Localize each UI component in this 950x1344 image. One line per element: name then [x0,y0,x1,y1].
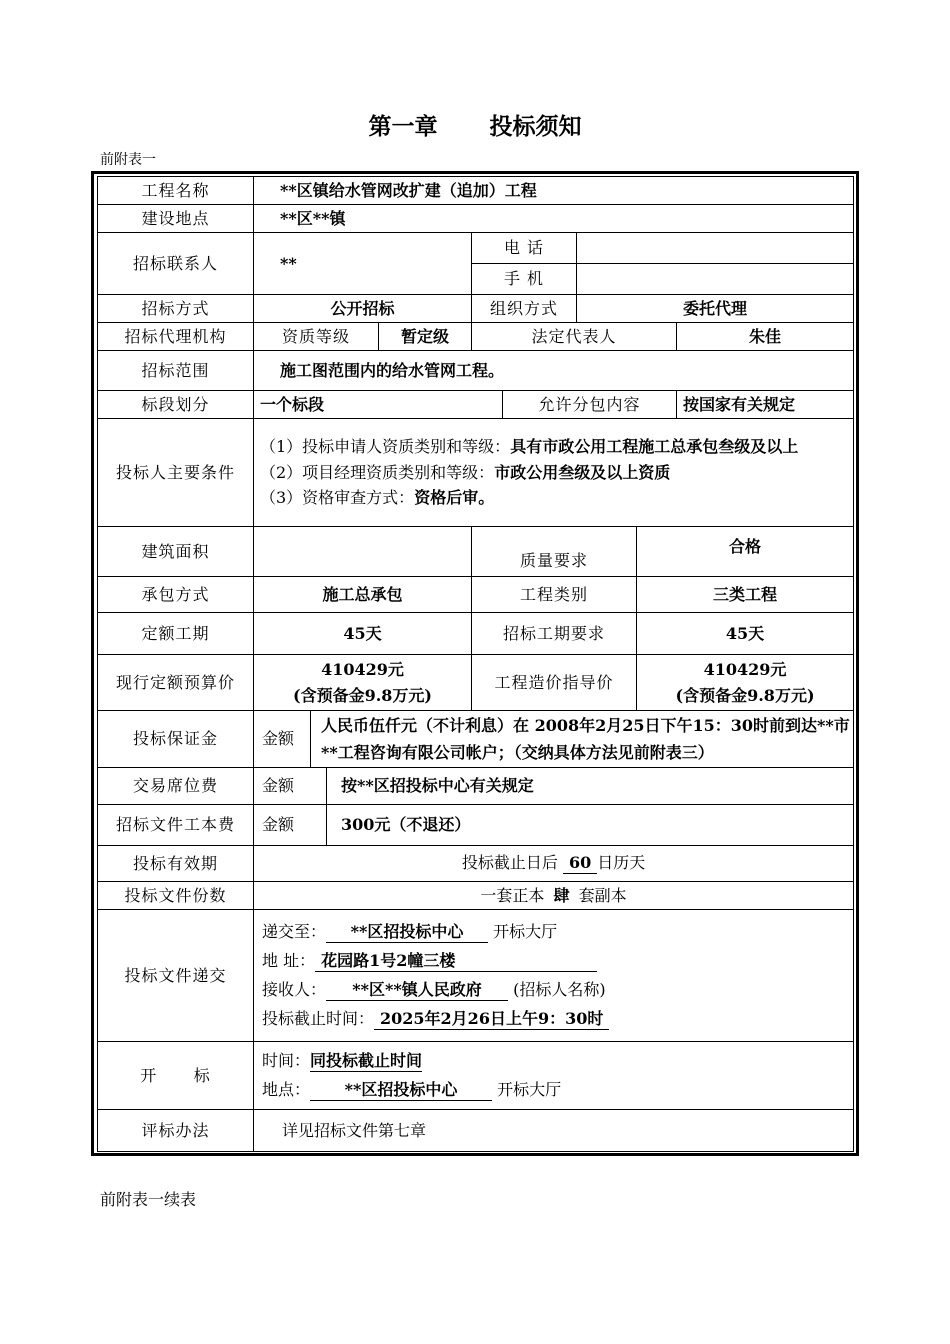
submission-value [254,910,854,1042]
chapter-number: 第一章 [368,114,438,140]
section-label: 标段划分 [98,391,254,419]
budget-label: 现行定额预算价 [98,655,254,711]
table-row [98,205,854,233]
period-req-value: 45天 [637,613,854,655]
bond-label: 投标保证金 [98,711,254,768]
section-value: 一个标段 [254,391,503,419]
period-req-label: 招标工期要求 [472,613,637,655]
qual-label: 资质等级 [254,323,379,351]
table-row [98,910,854,1042]
bond-amount-label: 金额 [254,711,311,767]
table-row [98,768,854,805]
validity-value: 投标截止日后 60 日历天 [254,846,854,882]
budget-value: 410429元 (含预备金9.8万元) [254,655,472,711]
doc-fee-amount-value: 300元（不退还） [341,815,471,834]
condition-line-3: （3）资格审查方式：资格后审。 [260,488,495,508]
bond-amount-value: 人民币伍仟元（不计利息）在 2008年2月25日下午15：30时前到达**市**工程咨询有限公司帐户；（交纳具体方法见前附表三） [321,715,850,762]
seat-fee-cell [254,768,854,805]
table-row [98,391,854,419]
seat-fee-amount-value: 按**区招投标中心有关规定 [341,776,534,795]
area-label: 建筑面积 [98,527,254,577]
legal-rep-label: 法定代表人 [472,323,677,351]
subcontract-value: 按国家有关规定 [677,391,854,419]
mobile-value [577,264,854,295]
subcontract-label: 允许分包内容 [503,391,677,419]
project-type-value: 三类工程 [637,577,854,613]
table-row [98,419,854,527]
doc-fee-cell [254,805,854,846]
quality-label: 质量要求 [472,527,637,577]
method-value: 公开招标 [254,295,472,323]
table-row [98,1042,854,1110]
seat-fee-amount-label: 金额 [254,768,327,804]
copies-value: 一套正本 肆 套副本 [254,882,854,910]
scope-label: 招标范围 [98,351,254,391]
qual-value: 暂定级 [379,323,472,351]
table-row [98,711,854,768]
contact-label: 招标联系人 [98,233,254,295]
period-value: 45天 [254,613,472,655]
seat-fee-label: 交易席位费 [98,768,254,805]
evaluation-label: 评标办法 [98,1110,254,1152]
doc-fee-amount-label: 金额 [254,805,327,845]
table-row [98,655,854,711]
guide-price-label: 工程造价指导价 [472,655,637,711]
agency-label: 招标代理机构 [98,323,254,351]
submission-address: 地 址： 花园路1号2幢三楼 [262,947,847,976]
table-row [98,577,854,613]
doc-fee-label: 招标文件工本费 [98,805,254,846]
table-row [98,613,854,655]
opening-place: 地点： **区招投标中心 开标大厅 [262,1079,562,1099]
opening-value [254,1042,854,1110]
bond-cell [254,711,854,768]
table-caption: 前附表一 [100,152,156,168]
project-name-label: 工程名称 [98,177,254,205]
table-row [98,177,854,205]
table-row [98,805,854,846]
guide-price-value: 410429元 (含预备金9.8万元) [637,655,854,711]
table-row [98,846,854,882]
validity-label: 投标有效期 [98,846,254,882]
conditions-value [254,419,854,527]
table-row [98,233,854,264]
conditions-label: 投标人主要条件 [98,419,254,527]
phone-label: 电 话 [472,233,577,264]
continuation-caption: 前附表一续表 [100,1190,197,1209]
submission-deadline: 投标截止时间： 2025年2月26日上午9：30时 [262,1005,847,1034]
project-name-value: **区镇给水管网改扩建（追加）工程 [254,177,854,205]
location-value: **区**镇 [254,205,854,233]
table-row [98,1110,854,1152]
contract-value: 施工总承包 [254,577,472,613]
condition-line-1: （1）投标申请人资质类别和等级：具有市政公用工程施工总承包叁级及以上 [260,437,799,457]
period-label: 定额工期 [98,613,254,655]
location-label: 建设地点 [98,205,254,233]
legal-rep-value: 朱佳 [677,323,854,351]
chapter-title: 投标须知 [489,114,582,140]
bid-info-table [97,176,854,1152]
table-row [98,295,854,323]
contract-label: 承包方式 [98,577,254,613]
submission-label: 投标文件递交 [98,910,254,1042]
copies-label: 投标文件份数 [98,882,254,910]
opening-label: 开 标 [98,1042,254,1110]
submission-to: 递交至： **区招投标中心 开标大厅 [262,921,558,941]
method-label: 招标方式 [98,295,254,323]
quality-value: 合格 [637,527,854,577]
opening-time: 时间：同投标截止时间 [262,1050,423,1070]
table-row [98,527,854,577]
table-row [98,351,854,391]
org-label: 组织方式 [472,295,577,323]
phone-value [577,233,854,264]
org-value: 委托代理 [577,295,854,323]
submission-receiver: 接收人： **区**镇人民政府 (招标人名称) [262,979,606,999]
area-value [254,527,472,577]
evaluation-value: 详见招标文件第七章 [254,1110,854,1152]
condition-line-2: （2）项目经理资质类别和等级：市政公用叁级及以上资质 [260,462,671,482]
table-row [98,323,854,351]
scope-value: 施工图范围内的给水管网工程。 [254,351,854,391]
page-title [0,108,950,141]
table-row [98,882,854,910]
contact-value: ** [254,233,472,295]
project-type-label: 工程类别 [472,577,637,613]
mobile-label: 手 机 [472,264,577,295]
